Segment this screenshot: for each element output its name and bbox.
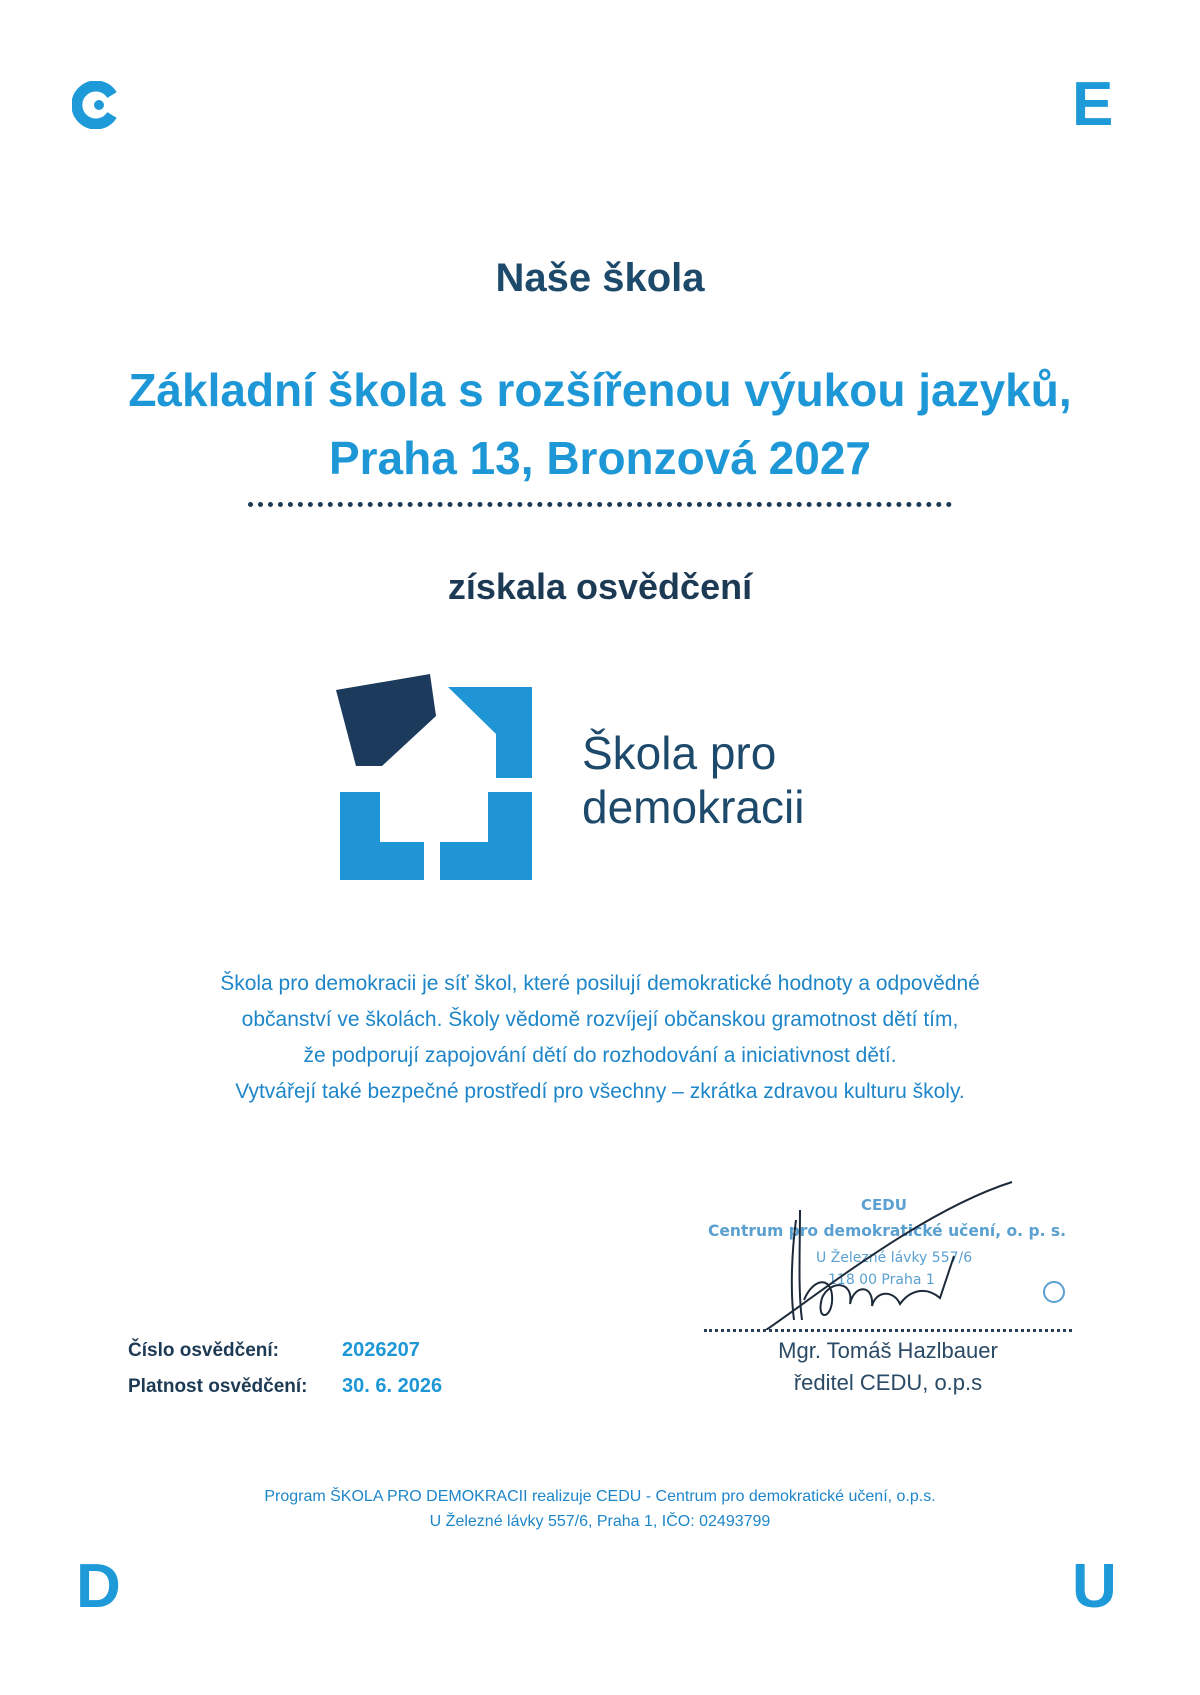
certificate-validity-label: Platnost osvědčení: — [128, 1376, 308, 1397]
document-subtitle: Naše škola — [495, 256, 705, 300]
logo-wordmark-line-2: demokracii — [582, 781, 805, 833]
stamp-circle-icon — [1044, 1282, 1064, 1302]
corner-letter-e: E — [1072, 70, 1114, 139]
corner-letter-u: U — [1072, 1552, 1117, 1621]
school-name-line-1: Základní škola s rozšířenou výukou jazyků, — [128, 364, 1072, 416]
stamp-line-1: CEDU — [861, 1196, 907, 1214]
stamp-line-3: U Železné lávky 557/6 — [816, 1250, 973, 1266]
corner-letter-d: D — [76, 1552, 121, 1621]
stamp-and-signature — [704, 1180, 1074, 1330]
award-statement: získala osvědčení — [447, 566, 753, 607]
description-line-2: občanství ve školách. Školy vědomě rozvíjejí občanskou gramotnost dětí tím, — [241, 1008, 959, 1031]
signer-role: ředitel CEDU, o.p.s — [793, 1370, 983, 1395]
certificate-number-label: Číslo osvědčení: — [128, 1340, 279, 1361]
school-name — [0, 356, 1200, 492]
stamp-line-4: 118 00 Praha 1 — [828, 1272, 935, 1288]
description-line-4: Vytvářejí také bezpečné prostředí pro všechny – zkrátka zdravou kulturu školy. — [235, 1080, 965, 1103]
footer — [0, 1484, 1200, 1534]
logo-wordmark-line-1: Škola pro — [582, 727, 777, 779]
program-description — [0, 966, 1200, 1110]
school-for-democracy-logo-icon — [336, 674, 536, 882]
signature-dotted-line — [704, 1329, 1072, 1332]
footer-line-2: U Železné lávky 557/6, Praha 1, IČO: 02493799 — [429, 1513, 771, 1530]
certificate-validity-value: 30. 6. 2026 — [342, 1375, 443, 1397]
corner-c-icon — [72, 81, 120, 129]
dotted-divider — [248, 502, 952, 507]
stamp-line-2: Centrum pro demokratické učení, o. p. s. — [708, 1221, 1066, 1240]
school-name-line-2: Praha 13, Bronzová 2027 — [328, 432, 872, 484]
footer-line-1: Program ŠKOLA PRO DEMOKRACII realizuje CEDU - Centrum pro demokratické učení, o.p.s. — [264, 1488, 936, 1505]
logo-wordmark — [582, 726, 804, 834]
corner-logo-c — [72, 78, 120, 140]
description-line-3: že podporují zapojování dětí do rozhodování a iniciativnost dětí. — [303, 1044, 897, 1067]
description-line-1: Škola pro demokracii je síť škol, které posilují demokratické hodnoty a odpovědné — [220, 972, 980, 995]
certificate-number-value: 2026207 — [342, 1339, 420, 1361]
signer-name: Mgr. Tomáš Hazlbauer — [778, 1338, 998, 1363]
